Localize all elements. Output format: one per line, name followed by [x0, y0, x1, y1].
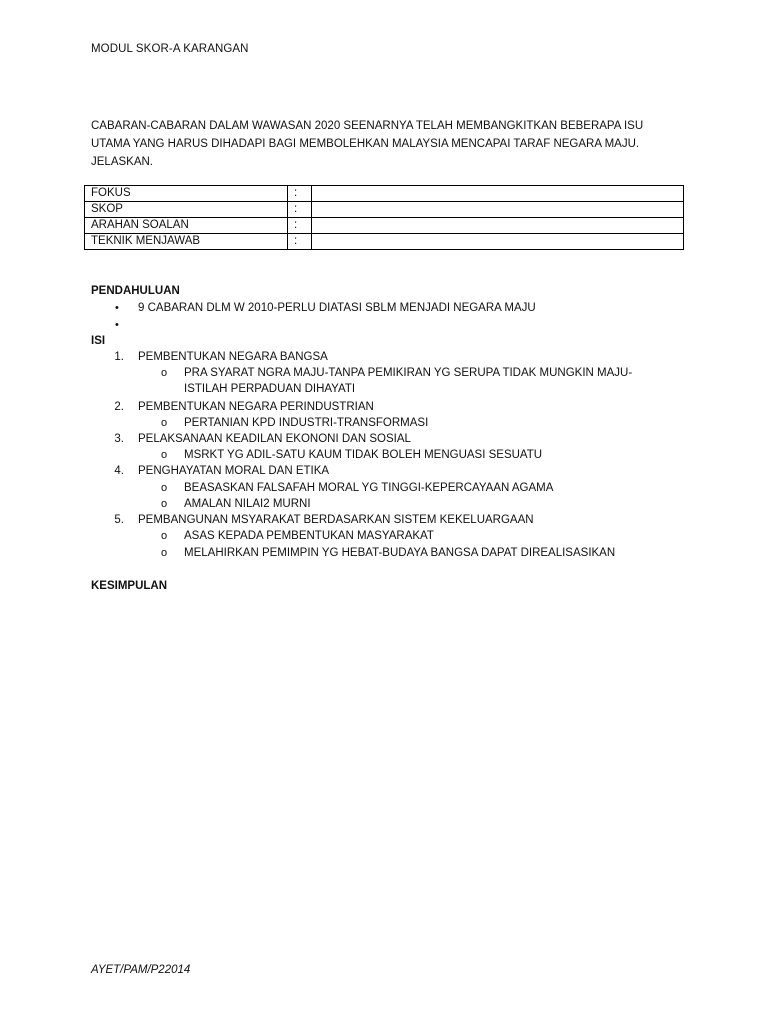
sub-item: ISTILAH PERPADUAN DIHAYATI: [184, 383, 356, 395]
section-heading-kesimpulan: KESIMPULAN: [91, 580, 168, 592]
row-value: [312, 186, 684, 202]
sub-item: BEASASKAN FALSAFAH MORAL YG TINGGI-KEPERCAYAAN AGAMA: [184, 482, 554, 494]
row-separator: :: [288, 202, 312, 218]
item-number: 5.: [114, 514, 124, 526]
sub-bullet-icon: o: [161, 482, 168, 494]
sub-item: PERTANIAN KPD INDUSTRI-TRANSFORMASI: [184, 417, 429, 429]
sub-bullet-icon: o: [161, 367, 168, 379]
essay-question: [91, 117, 691, 171]
section-heading-isi: ISI: [91, 335, 106, 347]
item-number: 1.: [114, 351, 124, 363]
item-number: 2.: [114, 401, 124, 413]
table-row: [85, 218, 684, 234]
question-line: UTAMA YANG HARUS DIHADAPI BAGI MEMBOLEHKAN MALAYSIA MENCAPAI TARAF NEGARA MAJU.: [91, 138, 640, 150]
sub-bullet-icon: o: [161, 498, 168, 510]
list-item: PEMBENTUKAN NEGARA PERINDUSTRIAN: [138, 401, 374, 413]
item-number: 4.: [114, 465, 124, 477]
sub-bullet-icon: o: [161, 449, 168, 461]
row-label: FOKUS: [85, 186, 288, 202]
bullet-icon: •: [115, 319, 119, 331]
sub-item: PRA SYARAT NGRA MAJU-TANPA PEMIKIRAN YG SERUPA TIDAK MUNGKIN MAJU-: [184, 367, 633, 379]
table-row: [85, 186, 684, 202]
bullet-icon: •: [115, 302, 119, 314]
sub-item: ASAS KEPADA PEMBENTUKAN MASYARAKAT: [184, 530, 434, 542]
row-value: [312, 202, 684, 218]
row-label: SKOP: [85, 202, 288, 218]
question-line: JELASKAN.: [91, 156, 153, 168]
row-value: [312, 218, 684, 234]
row-label: ARAHAN SOALAN: [85, 218, 288, 234]
list-item: PEMBANGUNAN MSYARAKAT BERDASARKAN SISTEM KEKELUARGAAN: [138, 514, 534, 526]
list-item: PELAKSANAAN KEADILAN EKONONI DAN SOSIAL: [138, 433, 411, 445]
row-value: [312, 234, 684, 250]
section-heading-pendahuluan: PENDAHULUAN: [91, 285, 180, 297]
sub-item: MELAHIRKAN PEMIMPIN YG HEBAT-BUDAYA BANGSA DAPAT DIREALISASIKAN: [184, 547, 616, 559]
sub-bullet-icon: o: [161, 547, 168, 559]
question-line: CABARAN-CABARAN DALAM WAWASAN 2020 SEENARNYA TELAH MEMBANGKITKAN BEBERAPA ISU: [91, 120, 644, 132]
footer-code: AYET/PAM/P22014: [91, 964, 191, 976]
sub-item: MSRKT YG ADIL-SATU KAUM TIDAK BOLEH MENGUASI SESUATU: [184, 449, 543, 461]
sub-bullet-icon: o: [161, 417, 168, 429]
item-number: 3.: [114, 433, 124, 445]
sub-item: AMALAN NILAI2 MURNI: [184, 498, 311, 510]
row-separator: :: [288, 218, 312, 234]
row-separator: :: [288, 234, 312, 250]
table-row: [85, 202, 684, 218]
sub-bullet-icon: o: [161, 530, 168, 542]
list-item: PENGHAYATAN MORAL DAN ETIKA: [138, 465, 330, 477]
analysis-table: [84, 185, 684, 250]
table-row: [85, 234, 684, 250]
row-label: TEKNIK MENJAWAB: [85, 234, 288, 250]
row-separator: :: [288, 186, 312, 202]
list-item: 9 CABARAN DLM W 2010-PERLU DIATASI SBLM MENJADI NEGARA MAJU: [138, 302, 536, 314]
list-item: PEMBENTUKAN NEGARA BANGSA: [138, 351, 328, 363]
document-header: MODUL SKOR-A KARANGAN: [91, 43, 249, 55]
